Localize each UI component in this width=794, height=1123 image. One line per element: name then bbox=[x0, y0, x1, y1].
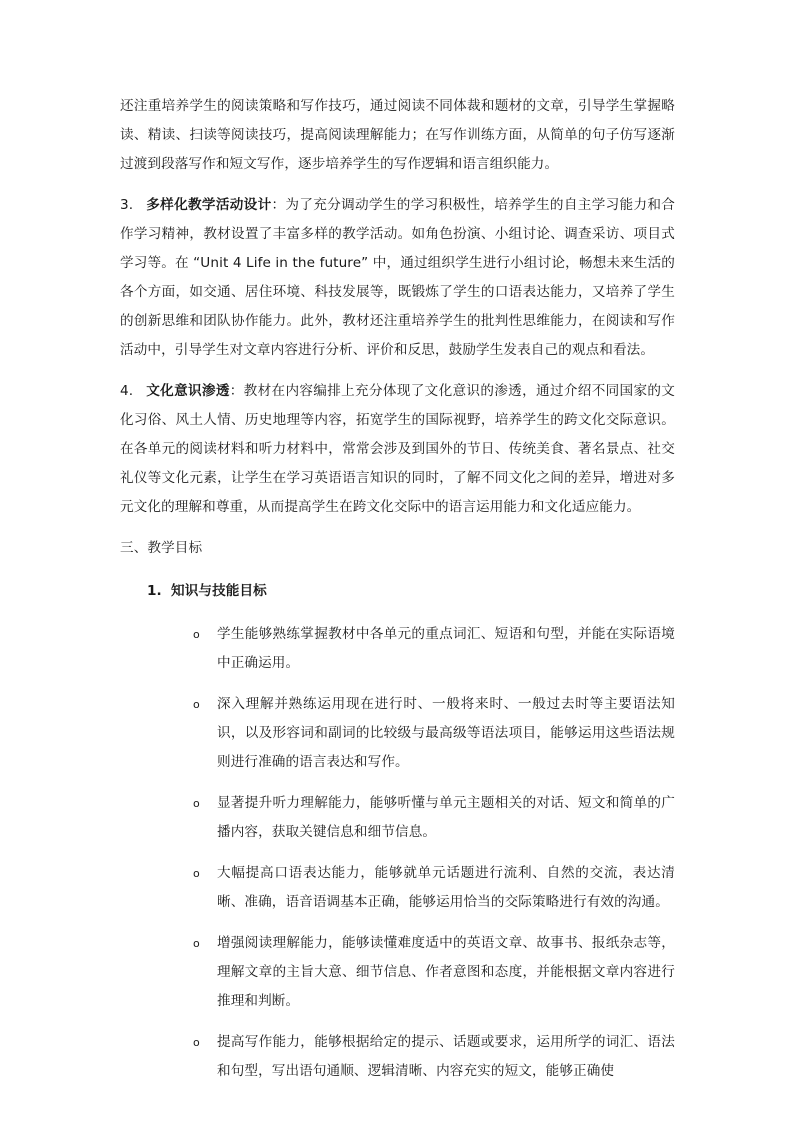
list-item bbox=[120, 929, 675, 1016]
list-item-text: 显著提升听力理解能力，能够听懂与单元主题相关的对话、短文和简单的广播内容，获取关键信息和细节信息。 bbox=[217, 795, 675, 840]
item-number: 4. bbox=[120, 383, 134, 399]
bullet-icon: o bbox=[193, 797, 200, 810]
list-item bbox=[120, 1028, 675, 1086]
item-title: 文化意识渗透 bbox=[146, 383, 230, 399]
bullet-icon: o bbox=[193, 937, 200, 950]
section-heading: 三、教学目标 bbox=[120, 540, 203, 556]
item-text: ：为了充分调动学生的学习积极性，培养学生的自主学习能力和合作学习精神，教材设置了丰富多样的教学活动。如角色扮演、小组讨论、调查采访、项目式学习等。在 “Unit 4 Life in the future” 中，通过组织学生进行小组讨论，畅想未来生活的各个方面，如交通、居住环境、科技发展等，既锻炼了学生的口语表达能力，又培养了学生的创新思维和团队协作能力。此外，教材还注重培养学生的批判性思维能力，在阅读和写作活动中，引导学生对文章内容进行分析、评价和反思，鼓励学生发表自己的观点和看法。 bbox=[120, 197, 675, 358]
sub-heading-number: 1. bbox=[147, 583, 162, 599]
list-item bbox=[120, 859, 675, 917]
list-item-text: 大幅提高口语表达能力，能够就单元话题进行流利、自然的交流，表达清晰、准确，语音语调基本正确，能够运用恰当的交际策略进行有效的沟通。 bbox=[217, 865, 675, 910]
sub-heading-label: 知识与技能目标 bbox=[171, 583, 267, 599]
item-text: ：教材在内容编排上充分体现了文化意识的渗透，通过介绍不同国家的文化习俗、风土人情、历史地理等内容，拓宽学生的国际视野，培养学生的跨文化交际意识。在各单元的阅读材料和听力材料中，常常会涉及到国外的节日、传统美食、著名景点、社交礼仪等文化元素，让学生在学习英语语言知识的同时，了解不同文化之间的差异，增进对多元文化的理解和尊重，从而提高学生在跨文化交际中的语言运用能力和文化适应能力。 bbox=[120, 383, 675, 515]
list-item bbox=[120, 620, 675, 678]
sub-heading bbox=[147, 577, 675, 606]
objectives-list bbox=[120, 620, 675, 1086]
intro-paragraph: 还注重培养学生的阅读策略和写作技巧，通过阅读不同体裁和题材的文章，引导学生掌握略读、精读、扫读等阅读技巧，提高阅读理解能力；在写作训练方面，从简单的句子仿写逐渐过渡到段落写作和短文写作，逐步培养学生的写作逻辑和语言组织能力。 bbox=[120, 98, 675, 172]
item-title: 多样化教学活动设计 bbox=[146, 197, 272, 213]
bullet-icon: o bbox=[193, 698, 200, 711]
list-item bbox=[120, 789, 675, 847]
list-item-text: 学生能够熟练掌握教材中各单元的重点词汇、短语和句型，并能在实际语境中正确运用。 bbox=[217, 626, 675, 671]
item-number: 3. bbox=[120, 197, 134, 213]
list-item-text: 提高写作能力，能够根据给定的提示、话题或要求，运用所学的词汇、语法和句型，写出语句通顺、逻辑清晰、内容充实的短文，能够正确使 bbox=[217, 1034, 675, 1079]
item-3-paragraph bbox=[120, 191, 675, 365]
bullet-icon: o bbox=[193, 867, 200, 880]
list-item-text: 深入理解并熟练运用现在进行时、一般将来时、一般过去时等主要语法知识，以及形容词和副词的比较级与最高级等语法项目，能够运用这些语法规则进行准确的语言表达和写作。 bbox=[217, 696, 675, 770]
bullet-icon: o bbox=[193, 1036, 200, 1049]
list-item-text: 增强阅读理解能力，能够读懂难度适中的英语文章、故事书、报纸杂志等，理解文章的主旨大意、细节信息、作者意图和态度，并能根据文章内容进行推理和判断。 bbox=[217, 935, 675, 1009]
list-item bbox=[120, 690, 675, 777]
bullet-icon: o bbox=[193, 628, 200, 641]
document-body bbox=[120, 92, 675, 1098]
item-4-paragraph bbox=[120, 377, 675, 522]
